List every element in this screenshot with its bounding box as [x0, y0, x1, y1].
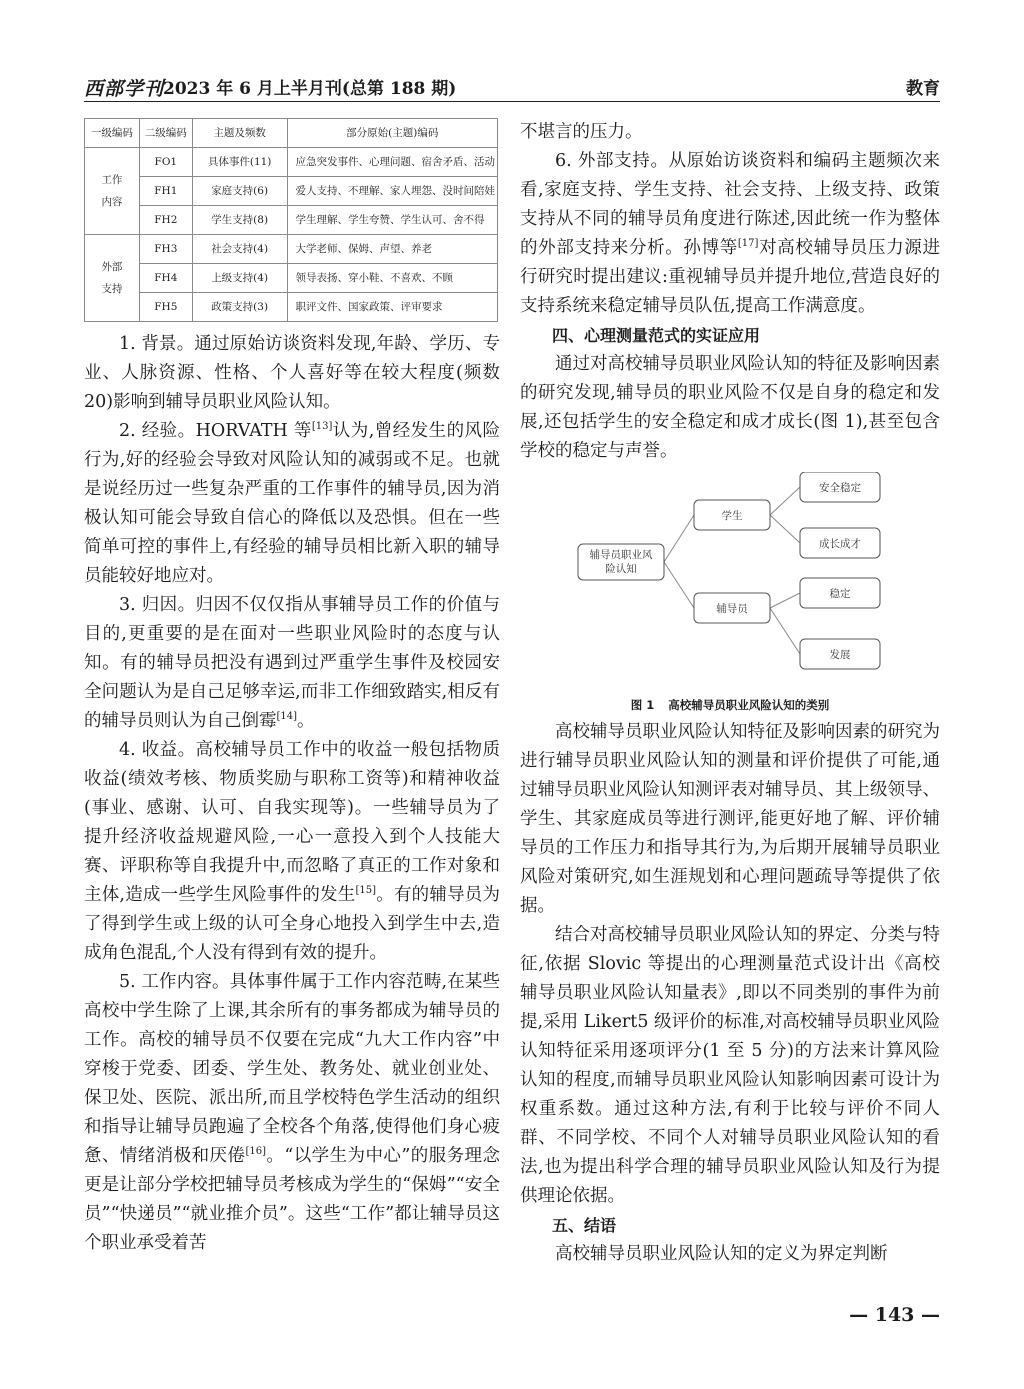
- original-code-cell: 学生理解、学生夸赞、学生认可、舍不得: [287, 206, 498, 235]
- secondary-code-cell: FH5: [139, 293, 192, 322]
- connector-counselor-leaf3: [770, 593, 800, 608]
- table-header-cell: 主题及频数: [192, 119, 287, 148]
- original-code-cell: 应急突发事件、心理问题、宿舍矛盾、活动: [287, 148, 498, 177]
- citation-ref: [14]: [276, 711, 298, 723]
- paragraph-text: 6. 外部支持。从原始访谈资料和编码主题频次来看,家庭支持、学生支持、社会支持、上级支持、政策支持从不同的辅导员角度进行陈述,因此统一作为整体的外部支持来分析。孙博等: [520, 151, 940, 258]
- theme-cell: 社会支持(4): [192, 235, 287, 264]
- original-code-cell: 领导表扬、穿小鞋、不喜欢、不顾: [287, 264, 498, 293]
- secondary-code-cell: FH1: [139, 177, 192, 206]
- paragraph-text: 认为,曾经发生的风险行为,好的经验会导致对风险认知的减弱或不足。也就是说经历过一些复杂严重的工作事件的辅导员,因为消极认知可能会导致自信心的降低以及恐惧。但在一些简单可控的事件上,有经验的辅导员相比新入职的辅导员能较好地应对。: [84, 421, 500, 586]
- diagram-canvas: [520, 472, 940, 694]
- right-column: [520, 118, 940, 1269]
- leaf-development-label: 发展: [829, 649, 851, 661]
- theme-cell: 家庭支持(6): [192, 177, 287, 206]
- theme-cell: 政策支持(3): [192, 293, 287, 322]
- table-row: [85, 206, 498, 235]
- paragraph-text: 5. 工作内容。具体事件属于工作内容范畴,在某些高校中学生除了上课,其余所有的事务都成为辅导员的工作。高校的辅导员不仅要在完成“九大工作内容”中穿梭于党委、团委、学生处、教务处、就业创业处、保卫处、医院、派出所,而且学校特色学生活动的组织和指导让辅导员跑遍了全校各个角落,使得他们身心疲惫、情绪消极和厌倦: [84, 972, 500, 1166]
- primary-code-cell: [85, 148, 140, 235]
- issue-info: 2023 年 6 月上半月刊(总第 188 期): [163, 79, 457, 99]
- paragraph-text: 对高校辅导员压力源进行研究时提出建议:重视辅导员并提升地位,营造良好的支持系统来稳定辅导员队伍,提高工作满意度。: [520, 238, 941, 316]
- citation-ref: [17]: [737, 238, 759, 250]
- paragraph-background: 1. 背景。通过原始访谈资料发现,年龄、学历、专业、人脉资源、性格、个人喜好等在较大程度(频数 20)影响到辅导员职业风险认知。: [84, 334, 500, 412]
- citation-ref: [16]: [245, 1146, 266, 1158]
- figure-caption: [520, 694, 940, 716]
- table-header-cell: 二级编码: [139, 119, 192, 148]
- connector-student-leaf2: [770, 515, 800, 543]
- leaf-growth-label: 成长成才: [819, 538, 861, 550]
- table-header-cell: 部分原始(主题)编码: [287, 119, 498, 148]
- paragraph-external-support: [520, 147, 940, 321]
- risk-category-diagram: [520, 472, 940, 694]
- connector-root-counselor: [664, 562, 694, 608]
- paragraph-findings: 通过对高校辅导员职业风险认知的特征及影响因素的研究发现,辅导员的职业风险不仅是自身的稳定和发展,还包括学生的安全稳定和成才成长(图 1),甚至包含学校的稳定与声誉。: [520, 354, 940, 461]
- primary-code-cell: [85, 235, 140, 322]
- paragraph-text: 4. 收益。高校辅导员工作中的收益一般包括物质收益(绩效考核、物质奖励与职称工资等)和精神收益(事业、感谢、认可、自我实现等)。一些辅导员为了提升经济收益规避风险,一心一意投入到个人技能大赛、评职称等自我提升中,而忽略了真正的工作对象和主体,造成一些学生风险事件的发生: [84, 740, 500, 905]
- paragraph-experience: [84, 417, 500, 591]
- paragraph-conclusion: 高校辅导员职业风险认知的定义为界定判断: [555, 1244, 888, 1264]
- student-node-label: 学生: [721, 510, 743, 522]
- table-header-row: [85, 119, 498, 148]
- connector-student-leaf1: [770, 487, 800, 515]
- page-number: — 143 —: [849, 1304, 940, 1326]
- running-header: [84, 72, 940, 100]
- connector-counselor-leaf4: [770, 608, 800, 654]
- primary-code-label: 工作内容: [101, 174, 123, 208]
- table-row: [85, 264, 498, 293]
- journal-logo: 西部学刊: [84, 78, 165, 100]
- theme-cell: 学生支持(8): [192, 206, 287, 235]
- paragraph-attribution: [84, 591, 500, 736]
- section-heading: 五、结语: [552, 1216, 617, 1235]
- root-node-line1: 辅导员职业风: [589, 549, 653, 561]
- table-row: [85, 177, 498, 206]
- secondary-code-cell: FH2: [139, 206, 192, 235]
- secondary-code-cell: FH3: [139, 235, 192, 264]
- paragraph-continuation: 不堪言的压力。: [520, 122, 643, 142]
- paragraph-text: 3. 归因。归因不仅仅指从事辅导员工作的价值与目的,更重要的是在面对一些职业风险时的态度与认知。有的辅导员把没有遇到过严重学生事件及校园安全问题认为是自己足够幸运,而非工作细致踏实,相反有的辅导员则认为自己倒霉: [84, 595, 500, 731]
- original-code-cell: 爱人支持、不理解、家人埋怨、没时间陪娃: [287, 177, 498, 206]
- table-header-cell: 一级编码: [85, 119, 140, 148]
- paragraph-measurement: 高校辅导员职业风险认知特征及影响因素的研究为进行辅导员职业风险认知的测量和评价提供了可能,通过辅导员职业风险认知测评表对辅导员、其上级领导、学生、其家庭成员等进行测评,能更好地了解、评价辅导员的工作压力和指导其行为,为后期开展辅导员职业风险对策研究,如生涯规划和心理问题疏导等提供了依据。: [520, 722, 940, 916]
- leaf-stability-label: 稳定: [829, 588, 851, 600]
- theme-cell: 具体事件(11): [192, 148, 287, 177]
- citation-ref: [15]: [355, 885, 377, 897]
- secondary-code-cell: FO1: [139, 148, 192, 177]
- leaf-safety-label: 安全稳定: [819, 482, 861, 494]
- paragraph-income: [84, 736, 500, 968]
- figure-number: 图 1: [630, 698, 655, 712]
- counselor-node-label: 辅导员: [716, 603, 748, 615]
- section-name: 教育: [906, 79, 940, 99]
- section-heading: 四、心理测量范式的实证应用: [552, 326, 761, 345]
- coding-table: [84, 118, 498, 322]
- figure-caption-text: 高校辅导员职业风险认知的类别: [668, 698, 830, 712]
- left-column: [84, 118, 500, 1258]
- paragraph-paradigm: 结合对高校辅导员职业风险认知的界定、分类与特征,依据 Slovic 等提出的心理测量范式设计出《高校辅导员职业风险认知量表》,即以不同类别的事件为前提,采用 Likert5 级评价的标准,对高校辅导员职业风险认知特征采用逐项评分(1 至 5 分)的方法来计算风险认知的程度,而辅导员职业风险认知影响因素可设计为权重系数。通过这种方法,有利于比较与评价不同人群、不同学校、不同个人对辅导员职业风险认知的看法,也为提出科学合理的辅导员职业风险认知及行为提供理论依据。: [520, 925, 940, 1206]
- table-row: [85, 293, 498, 322]
- table-row: [85, 148, 498, 177]
- table-row: [85, 235, 498, 264]
- connector-root-student: [664, 515, 694, 562]
- paragraph-text: 。: [297, 711, 315, 731]
- citation-ref: [13]: [311, 421, 333, 433]
- paragraph-work-content: [84, 968, 500, 1258]
- original-code-cell: 大学老师、保姆、声望、养老: [287, 235, 498, 264]
- paragraph-text: 。“以学生为中心”的服务理念更是让部分学校把辅导员考核成为学生的“保姆”“安全员”“快递员”“就业推介员”。这些“工作”都让辅导员这个职业承受着苦: [84, 1146, 500, 1253]
- secondary-code-cell: FH4: [139, 264, 192, 293]
- theme-cell: 上级支持(4): [192, 264, 287, 293]
- paragraph-text: 。有的辅导员为了得到学生或上级的认可全身心地投入到学生中去,造成角色混乱,个人没有得到有效的提升。: [84, 885, 501, 963]
- original-code-cell: 职评文件、国家政策、评审要求: [287, 293, 498, 322]
- paragraph-text: 2. 经验。HORVATH 等: [119, 421, 312, 441]
- root-node-line2: 险认知: [605, 563, 637, 575]
- primary-code-label: 外部支持: [101, 261, 123, 295]
- header-rule: [84, 101, 940, 102]
